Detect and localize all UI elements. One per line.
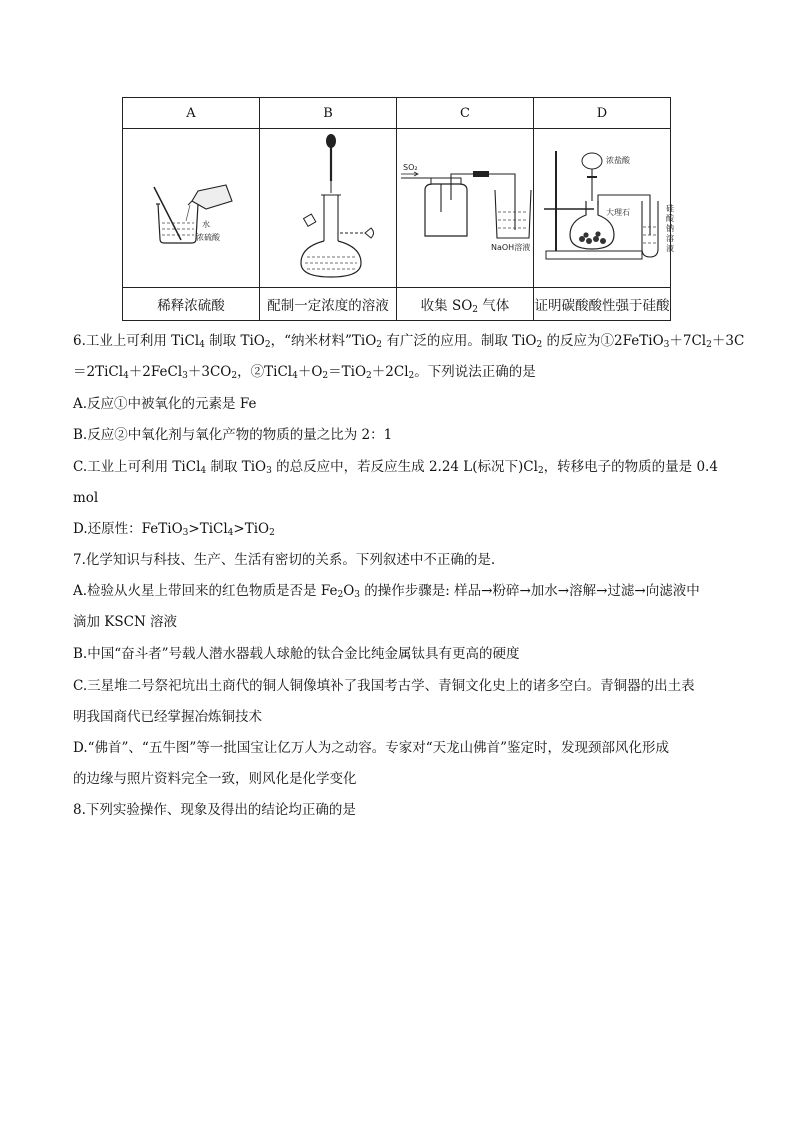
header-d: D: [534, 98, 671, 129]
acid-strength-apparatus-figure: [534, 131, 684, 281]
table-image-row: [123, 129, 671, 288]
q7-option-c-line1: C.三星堆二号祭祀坑出土商代的铜人铜像填补了我国考古学、青铜文化史上的诸多空白。青铜器的出土表: [73, 678, 695, 694]
q7-option-d-line2: 的边缘与照片资料完全一致，则风化是化学变化: [73, 771, 357, 787]
q7-stem: 7.化学知识与科技、生产、生活有密切的关系。下列叙述中不正确的是.: [73, 552, 496, 568]
caption-a: 稀释浓硫酸: [123, 288, 260, 321]
apparatus-table: [122, 97, 674, 321]
header-b: B: [260, 98, 397, 129]
label-so2: SO₂: [403, 163, 418, 172]
q6-stem-line2: $=2TiCl_4+2FeCl_3+3CO_2$，$②TiCl_4+O_2=TiO_2+2Cl_2$。下列说法正确的是: [73, 364, 536, 381]
label-silicate-2: 酸: [666, 214, 674, 223]
label-naoh-solution: NaOH溶液: [491, 243, 531, 252]
q7-option-a-line1: A.检验从火星上带回来的红色物质是否是 $Fe_2O_3$ 的操作步骤是: 样品→粉碎→加水→溶解→过滤→向滤液中: [73, 583, 700, 600]
volumetric-flask-figure: [263, 129, 393, 283]
header-a: A: [123, 98, 260, 129]
table-caption-row: [123, 288, 671, 321]
cell-d-figure: [534, 129, 674, 288]
q7-option-a-line2: 滴加 KSCN 溶液: [73, 614, 178, 630]
q6-option-c-line2: mol: [73, 490, 99, 506]
q6-option-d: D.还原性：FeTiO$_3$>TiCl$_4$>TiO$_2$: [73, 521, 275, 538]
label-marble: 大理石: [606, 208, 630, 217]
label-conc-hcl: 浓盐酸: [606, 156, 630, 165]
q7-option-d-line1: D.“佛首”、“五牛图”等一批国宝让亿万人为之动容。专家对“天龙山佛首”鉴定时，发现颈部风化形成: [73, 740, 670, 756]
caption-b: 配制一定浓度的溶液: [260, 288, 397, 321]
label-silicate-1: 硅: [666, 204, 674, 213]
cell-a-figure: [123, 129, 260, 288]
gas-collection-figure: [397, 150, 535, 262]
label-conc-sulfuric-acid: 浓硫酸: [196, 233, 220, 242]
table-header-row: [123, 98, 671, 129]
label-silicate-5: 液: [666, 244, 674, 253]
header-c: C: [397, 98, 534, 129]
q6-stem-line1: 6.工业上可利用 TiCl$_4$ 制取 TiO$_2$，“纳米材料”TiO$_2$ 有广泛的应用。制取 TiO$_2$ 的反应为$①2FeTiO_3+7Cl_2+3C$: [73, 333, 745, 350]
q7-option-c-line2: 明我国商代已经掌握冶炼铜技术: [73, 709, 262, 725]
label-silicate-3: 钠: [666, 224, 674, 233]
caption-c: 收集 $SO_2$ 气体: [397, 288, 534, 321]
q6-option-b: B.反应②中氧化剂与氧化产物的物质的量之比为 2：1: [73, 427, 393, 443]
cell-b-figure: [260, 129, 397, 288]
q8-stem: 8.下列实验操作、现象及得出的结论均正确的是: [73, 802, 356, 818]
q6-option-c-line1: C.工业上可利用 TiCl$_4$ 制取 TiO$_3$ 的总反应中，若反应生成 2.24 L(标况下)$Cl_2$，转移电子的物质的量是 0.4: [73, 459, 718, 476]
cell-c-figure: [397, 129, 534, 288]
label-silicate-4: 溶: [666, 234, 674, 243]
q6-option-a: A.反应①中被氧化的元素是 Fe: [73, 396, 257, 412]
q7-option-b: B.中国“奋斗者”号载人潜水器载人球舱的钛合金比纯金属钛具有更高的硬度: [73, 646, 520, 662]
dilute-acid-apparatus-figure: [136, 131, 246, 281]
label-water: 水: [202, 220, 210, 229]
caption-d: 证明碳酸酸性强于硅酸: [534, 288, 671, 321]
